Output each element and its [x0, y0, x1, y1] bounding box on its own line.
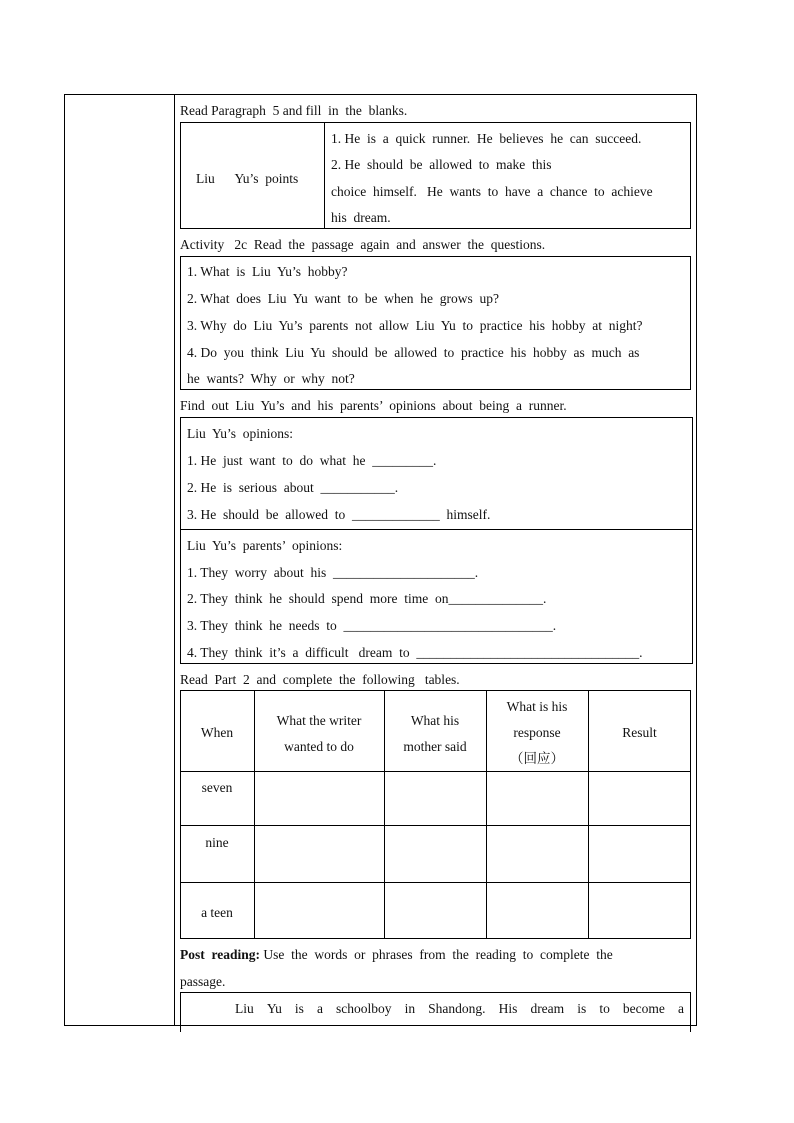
p5-table-divider: [324, 122, 325, 229]
part2-header-when: When: [200, 725, 234, 740]
post-reading-label: Post reading:: [180, 947, 260, 962]
passage-word: become: [622, 1001, 665, 1016]
liu-opinions-title: Liu Yu’s opinions:: [187, 426, 294, 441]
opinions-instruction: Find out Liu Yu’s and his parents’ opinions about being a runner.: [180, 398, 567, 413]
p5-line-4: his dream.: [331, 210, 391, 225]
passage-word: schoolboy: [336, 1001, 392, 1016]
passage-word: is: [294, 1001, 304, 1016]
opinions-divider: [180, 529, 693, 530]
parents-opinion-4: 4. They think it’s a difficult dream to _________________________________.: [187, 645, 643, 660]
p5-line-3: choice himself. He wants to have a chance to achieve: [331, 184, 653, 199]
part2-header-writer: What the writer wanted to do: [276, 713, 362, 754]
part2-row-nine: nine: [205, 835, 229, 850]
passage-word: is: [577, 1001, 587, 1016]
part2-instruction: Read Part 2 and complete the following tables.: [180, 672, 460, 687]
part2-row-divider-3: [180, 882, 691, 883]
passage-word: Yu: [266, 1001, 282, 1016]
parents-opinion-1: 1. They worry about his _____________________.: [187, 565, 479, 580]
passage-word: His: [498, 1001, 518, 1016]
post-reading-text: Use the words or phrases from the reading to complete the: [263, 947, 613, 962]
p5-line-1: 1. He is a quick runner. He believes he can succeed.: [331, 131, 642, 146]
part2-col-divider-3: [486, 690, 487, 939]
part2-header-mother: What his mother said: [403, 713, 467, 754]
a2c-q4-cont: he wants? Why or why not?: [187, 371, 355, 386]
a2c-q4: 4. Do you think Liu Yu should be allowed to practice his hobby as much as: [187, 345, 640, 360]
part2-col-divider-2: [384, 690, 385, 939]
part2-row-teen: a teen: [201, 905, 233, 920]
part2-row-seven: seven: [201, 780, 233, 795]
part2-header-response: What is his response （回应）: [506, 699, 568, 766]
a2c-instruction: Activity 2c Read the passage again and answer the questions.: [180, 237, 546, 252]
part2-header-result: Result: [622, 725, 657, 740]
part2-row-divider-2: [180, 825, 691, 826]
passage-word: dream: [530, 1001, 565, 1016]
a2c-q3: 3. Why do Liu Yu’s parents not allow Liu Yu to practice his hobby at night?: [187, 318, 643, 333]
parents-opinions-title: Liu Yu’s parents’ opinions:: [187, 538, 343, 553]
part2-row-divider-1: [180, 771, 691, 772]
passage-first-line: [235, 1001, 684, 1017]
parents-opinion-3: 3. They think he needs to _______________________________.: [187, 618, 557, 633]
passage-word: a: [316, 1001, 323, 1016]
p5-instruction: Read Paragraph 5 and fill in the blanks.: [180, 103, 408, 118]
a2c-q1: 1. What is Liu Yu’s hobby?: [187, 264, 348, 279]
parents-opinion-2: 2. They think he should spend more time on______________.: [187, 591, 547, 606]
passage-word: in: [404, 1001, 416, 1016]
post-reading-line: [180, 947, 689, 963]
p5-label: Liu Yu’s points: [196, 171, 299, 186]
passage-word: a: [677, 1001, 684, 1016]
post-reading-text-cont: passage.: [180, 974, 226, 989]
passage-word: Shandong.: [428, 1001, 486, 1016]
liu-opinion-3: 3. He should be allowed to _____________ himself.: [187, 507, 491, 522]
passage-word: Liu: [235, 1001, 254, 1016]
liu-opinion-2: 2. He is serious about ___________.: [187, 480, 399, 495]
a2c-q2: 2. What does Liu Yu want to be when he grows up?: [187, 291, 499, 306]
p5-line-2: 2. He should be allowed to make this: [331, 157, 552, 172]
liu-opinion-1: 1. He just want to do what he _________.: [187, 453, 437, 468]
left-column-divider: [174, 94, 175, 1026]
part2-col-divider-1: [254, 690, 255, 939]
passage-word: to: [599, 1001, 610, 1016]
